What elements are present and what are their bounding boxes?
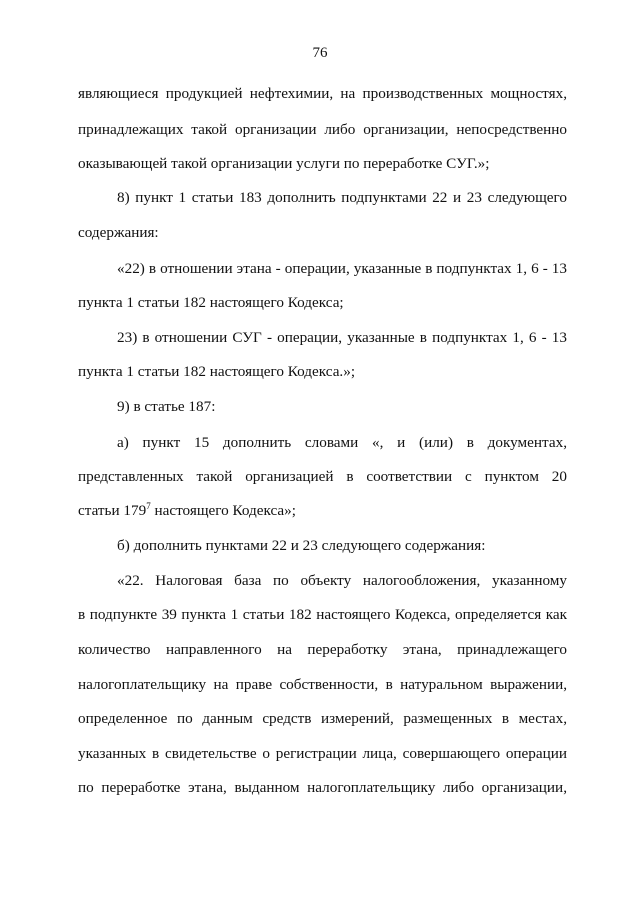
text-line: принадлежащих такой организации либо организации, непосредственно — [78, 121, 567, 138]
text-line: 9) в статье 187: — [117, 398, 216, 415]
text-line: содержания: — [78, 224, 159, 241]
text-line: представленных такой организацией в соответствии с пунктом 20 — [78, 468, 567, 485]
article-reference: статьи 179 — [78, 502, 147, 519]
text-line: налогоплательщику на праве собственности, в натуральном выражении, — [78, 676, 567, 693]
article-superscript: 7 — [146, 501, 151, 511]
text-line: 8) пункт 1 статьи 183 дополнить подпунктами 22 и 23 следующего — [117, 189, 567, 206]
text-line: пункта 1 статьи 182 настоящего Кодекса; — [78, 294, 344, 311]
text-line: пункта 1 статьи 182 настоящего Кодекса.»; — [78, 363, 356, 380]
page-number: 76 — [312, 45, 328, 61]
text-line: «22. Налоговая база по объекту налогообложения, указанному — [117, 572, 567, 589]
text-line: а) пункт 15 дополнить словами «, и (или) в документах, — [117, 434, 567, 451]
text-line: 23) в отношении СУГ - операции, указанные в подпунктах 1, 6 - 13 — [117, 329, 567, 346]
text-line: являющиеся продукцией нефтехимии, на производственных мощностях, — [78, 85, 567, 102]
text-line: б) дополнить пунктами 22 и 23 следующего содержания: — [117, 537, 486, 554]
text-line: оказывающей такой организации услуги по переработке СУГ.»; — [78, 155, 490, 172]
text-line: указанных в свидетельстве о регистрации лица, совершающего операции — [78, 745, 567, 762]
text-fragment: настоящего Кодекса»; — [150, 502, 296, 519]
text-line: в подпункте 39 пункта 1 статьи 182 настоящего Кодекса, определяется как — [78, 606, 567, 623]
text-line — [78, 501, 567, 521]
text-line: по переработке этана, выданном налогоплательщику либо организации, — [78, 779, 567, 796]
text-line: «22) в отношении этана - операции, указанные в подпунктах 1, 6 - 13 — [117, 260, 567, 277]
text-line: количество направленного на переработку этана, принадлежащего — [78, 641, 567, 658]
text-line: определенное по данным средств измерений, размещенных в местах, — [78, 710, 567, 727]
